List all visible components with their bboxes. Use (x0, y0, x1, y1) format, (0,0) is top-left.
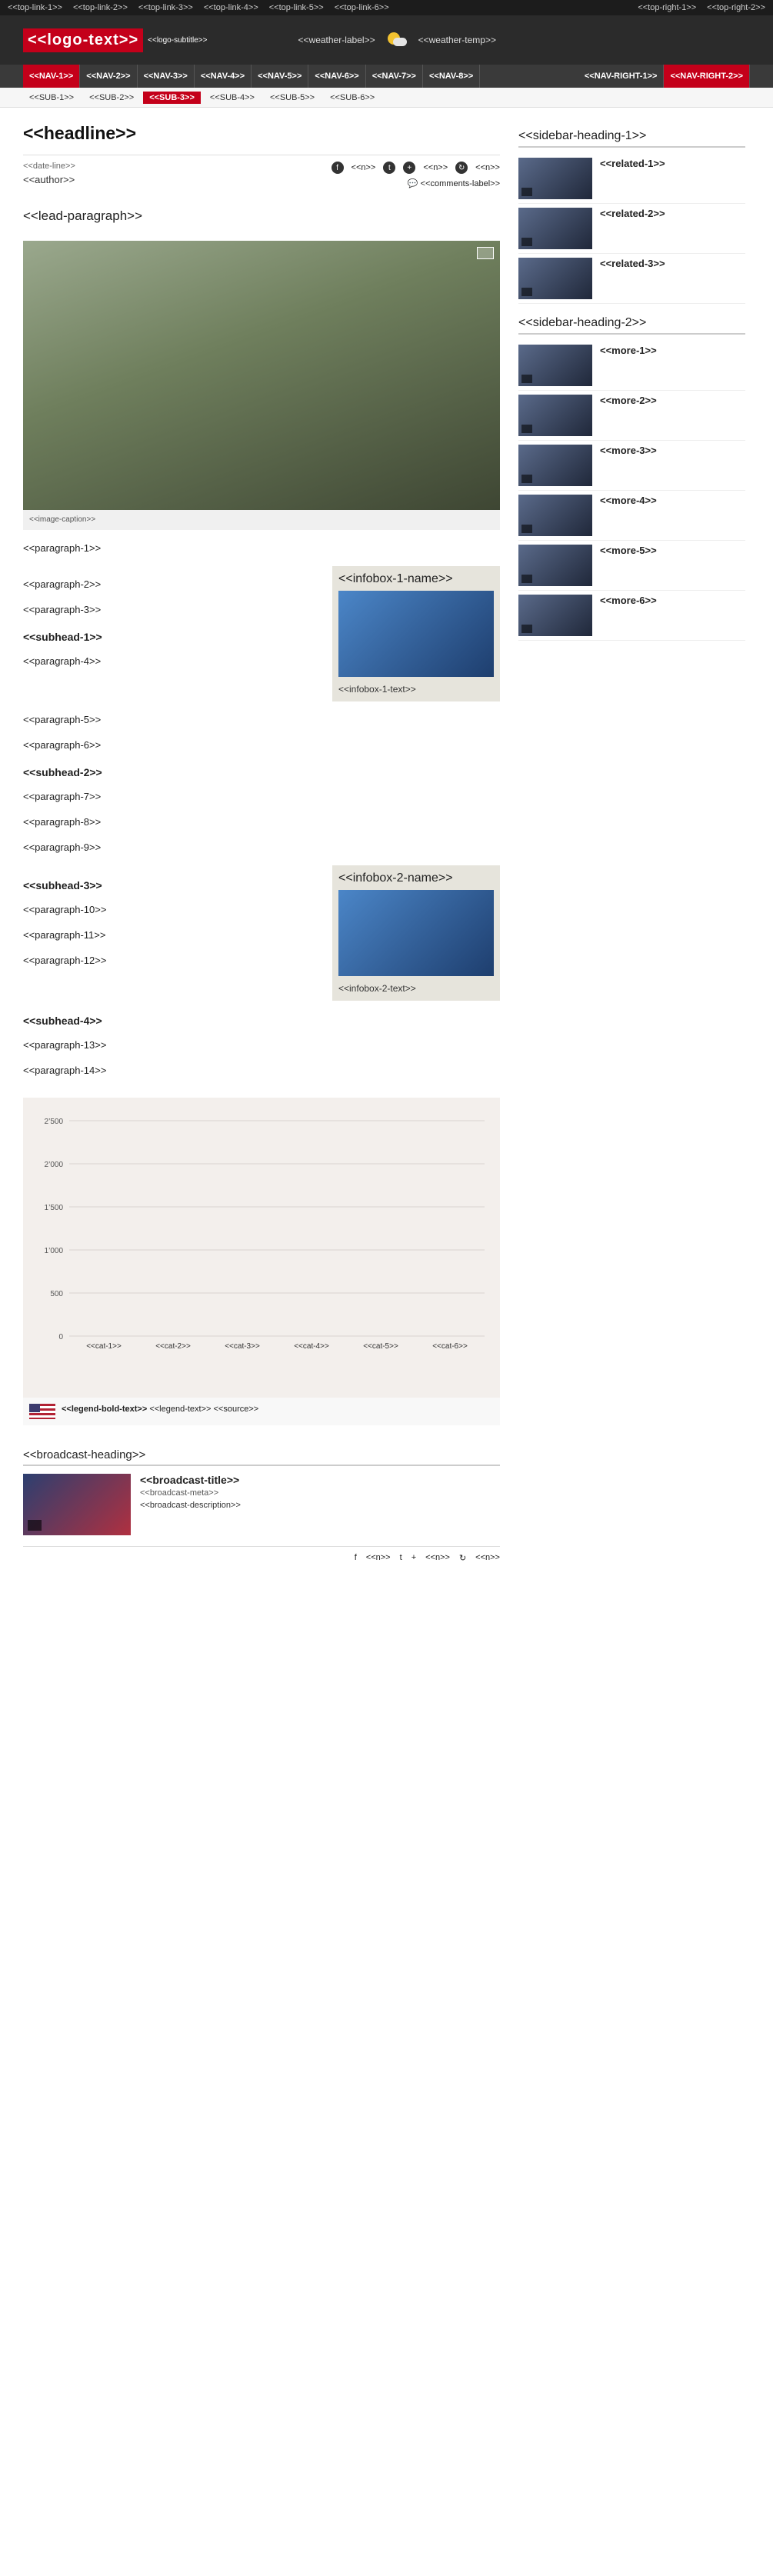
play-icon (521, 375, 532, 383)
utility-link[interactable]: <<top-link-3>> (138, 3, 193, 12)
article-paragraph: <<paragraph-8>> (23, 816, 102, 828)
broadcast-meta: <<broadcast-meta>> (140, 1488, 219, 1498)
infobox-portrait (338, 890, 494, 976)
share-count: <<n>> (475, 163, 500, 172)
sidebar (518, 108, 745, 1563)
y-tick-label: 2’000 (44, 1161, 63, 1169)
share-count: <<n>> (423, 163, 448, 172)
article-paragraph: <<paragraph-1>> (23, 542, 102, 554)
infobox-name: <<infobox-2-name>> (338, 871, 453, 885)
share-bar (332, 162, 500, 174)
utility-link[interactable]: <<top-link-5>> (268, 3, 324, 12)
nav-item[interactable]: <<NAV-5>> (252, 65, 308, 88)
x-tick-label: <<cat-5>> (363, 1342, 398, 1351)
broadcast-heading: <<broadcast-heading>> (23, 1448, 500, 1466)
play-icon (28, 1520, 42, 1531)
chart-legend (23, 1398, 500, 1425)
article-paragraph: <<paragraph-12>> (23, 955, 107, 966)
infobox-2 (332, 865, 500, 1001)
site-logo[interactable] (23, 28, 217, 52)
sidebar-item[interactable] (518, 204, 745, 254)
play-icon (521, 575, 532, 583)
y-tick-label: 1’500 (44, 1204, 63, 1212)
article-subhead: <<subhead-1>> (23, 631, 102, 643)
article-paragraph: <<paragraph-2>> (23, 578, 102, 590)
utility-link[interactable]: <<top-link-1>> (8, 3, 62, 12)
utility-link[interactable]: <<top-link-2>> (72, 3, 128, 12)
infobox-text: <<infobox-1-text>> (338, 684, 416, 695)
nav-item[interactable]: <<NAV-3>> (138, 65, 195, 88)
article-paragraph: <<paragraph-13>> (23, 1039, 107, 1051)
article-paragraph: <<paragraph-3>> (23, 604, 102, 615)
gallery-icon[interactable] (477, 247, 494, 259)
utility-link-right[interactable]: <<top-right-2>> (707, 3, 765, 12)
y-tick-label: 2’500 (44, 1118, 63, 1126)
play-icon (521, 625, 532, 633)
article (23, 108, 500, 1563)
article-paragraph: <<paragraph-11>> (23, 929, 106, 941)
article-date: <<date-line>> (23, 162, 75, 171)
main-nav (0, 65, 773, 88)
infobox-text: <<infobox-2-text>> (338, 983, 416, 994)
subnav-item[interactable]: <<SUB-4>> (209, 92, 255, 102)
sidebar-item-title: <<more-6>> (600, 595, 657, 606)
sidebar-item-title: <<more-4>> (600, 495, 657, 506)
x-tick-label: <<cat-6>> (432, 1342, 468, 1351)
article-paragraph: <<paragraph-10>> (23, 904, 107, 915)
utility-links (8, 3, 389, 12)
infobox-1 (332, 566, 500, 701)
play-icon (521, 525, 532, 533)
infobox-portrait (338, 591, 494, 677)
related-articles (518, 129, 745, 304)
sidebar-item-title: <<more-5>> (600, 545, 657, 556)
article-paragraph: <<paragraph-5>> (23, 714, 102, 725)
bar-chart (23, 1105, 500, 1398)
sidebar-thumbnail (518, 258, 592, 299)
sidebar-item[interactable] (518, 341, 745, 391)
weather-label: <<weather-label>> (298, 35, 375, 45)
page-content (0, 108, 773, 1563)
subnav-item[interactable]: <<SUB-6>> (330, 92, 375, 102)
share-count: <<n>> (351, 163, 376, 172)
article-paragraph: <<paragraph-14>> (23, 1065, 107, 1076)
utility-right (638, 3, 765, 12)
sidebar-thumbnail (518, 445, 592, 486)
article-title: <<headline>> (23, 123, 137, 143)
logo-subtitle: <<logo-subtitle>> (148, 35, 208, 45)
sidebar-item[interactable] (518, 254, 745, 304)
sidebar-heading: <<sidebar-heading-2>> (518, 316, 745, 335)
broadcast-section (23, 1448, 500, 1535)
sidebar-item-title: <<more-1>> (600, 345, 657, 356)
nav-item[interactable]: <<NAV-2>> (80, 65, 137, 88)
nav-item[interactable]: <<NAV-8>> (423, 65, 480, 88)
comments-link[interactable] (332, 178, 500, 188)
hero-caption: <<image-caption>> (23, 510, 500, 530)
y-tick-label: 1’000 (44, 1247, 63, 1255)
sidebar-thumbnail (518, 545, 592, 586)
article-subhead: <<subhead-4>> (23, 1015, 102, 1027)
sidebar-item[interactable] (518, 591, 745, 641)
sub-nav (0, 88, 773, 108)
split-block-1 (23, 566, 500, 701)
sidebar-item-title: <<related-3>> (600, 258, 665, 269)
sidebar-item-title: <<more-3>> (600, 445, 657, 456)
chart-legend-bold: <<legend-bold-text>> (62, 1405, 148, 1414)
sidebar-heading: <<sidebar-heading-1>> (518, 129, 745, 148)
x-tick-label: <<cat-1>> (86, 1342, 122, 1351)
article-paragraph: <<paragraph-7>> (23, 791, 102, 802)
broadcast-item[interactable] (23, 1474, 500, 1535)
share-icon[interactable]: + (411, 1553, 417, 1562)
split-block-2 (23, 865, 500, 1001)
sidebar-item-title: <<related-1>> (600, 158, 665, 169)
utility-bar (0, 0, 773, 15)
x-tick-label: <<cat-4>> (294, 1342, 329, 1351)
nav-item[interactable]: <<NAV-6>> (308, 65, 365, 88)
article-paragraph: <<paragraph-6>> (23, 739, 102, 751)
article-meta (23, 155, 500, 188)
x-tick-label: <<cat-2>> (155, 1342, 191, 1351)
more-articles (518, 316, 745, 641)
article-paragraph: <<paragraph-4>> (23, 655, 102, 667)
broadcast-title[interactable]: <<broadcast-title>> (140, 1474, 240, 1486)
y-tick-label: 500 (50, 1290, 63, 1298)
broadcast-thumbnail[interactable] (23, 1474, 131, 1535)
subnav-item[interactable]: <<SUB-1>> (29, 92, 75, 102)
utility-link[interactable]: <<top-link-6>> (334, 3, 389, 12)
share-count: <<n>> (425, 1553, 450, 1562)
sidebar-item[interactable] (518, 491, 745, 541)
reshare-icon[interactable]: ↻ (455, 162, 468, 174)
article-subhead: <<subhead-2>> (23, 766, 102, 778)
sidebar-item[interactable] (518, 441, 745, 491)
nav-item[interactable]: <<NAV-7>> (366, 65, 423, 88)
play-icon (521, 475, 532, 483)
utility-link-right[interactable]: <<top-right-1>> (638, 3, 697, 12)
footer-share-bar (23, 1546, 500, 1563)
play-icon (521, 288, 532, 296)
nav-item[interactable]: <<NAV-1>> (23, 65, 80, 88)
site-header (0, 15, 773, 65)
article-subhead: <<subhead-3>> (23, 879, 102, 891)
share-count: <<n>> (475, 1553, 500, 1562)
weather-widget[interactable] (298, 32, 496, 48)
sidebar-thumbnail (518, 345, 592, 386)
sidebar-thumbnail (518, 158, 592, 199)
subnav-item[interactable]: <<SUB-2>> (89, 92, 135, 102)
results-chart (23, 1098, 500, 1425)
nav-tv-radio[interactable]: <<NAV-RIGHT-2>> (664, 65, 750, 88)
x-tick-label: <<cat-3>> (225, 1342, 260, 1351)
hero-image[interactable] (23, 241, 500, 510)
share-icon[interactable]: + (403, 162, 415, 174)
play-icon (521, 425, 532, 433)
twitter-icon[interactable]: t (383, 162, 395, 174)
reshare-icon[interactable]: ↻ (458, 1554, 467, 1563)
article-lead: <<lead-paragraph>> (23, 208, 143, 223)
chart-legend-text: <<legend-text>> (149, 1405, 212, 1414)
sidebar-thumbnail (518, 208, 592, 249)
comment-icon: 💬 (407, 179, 418, 188)
weather-temp: <<weather-temp>> (418, 35, 496, 45)
sidebar-item[interactable] (518, 391, 745, 441)
us-flag-icon (29, 1404, 55, 1419)
infobox-name: <<infobox-1-name>> (338, 572, 453, 585)
twitter-icon[interactable]: t (399, 1553, 402, 1562)
sidebar-item[interactable] (518, 154, 745, 204)
share-count: <<n>> (365, 1553, 391, 1562)
utility-link[interactable]: <<top-link-4>> (203, 3, 258, 12)
sidebar-item-title: <<more-2>> (600, 395, 657, 406)
sidebar-thumbnail (518, 495, 592, 536)
nav-spacer (480, 65, 578, 88)
y-tick-label: 0 (58, 1333, 63, 1341)
facebook-icon[interactable]: f (354, 1553, 357, 1562)
subnav-item[interactable]: <<SUB-5>> (269, 92, 315, 102)
play-icon (521, 238, 532, 246)
sidebar-item-title: <<related-2>> (600, 208, 665, 219)
sidebar-thumbnail (518, 395, 592, 436)
article-author[interactable]: <<author>> (23, 174, 75, 185)
nav-item-right[interactable]: <<NAV-RIGHT-1>> (578, 65, 665, 88)
subnav-item-active[interactable]: <<SUB-3>> (143, 92, 201, 104)
logo-mark: <<logo-text>> (23, 28, 143, 52)
sidebar-item[interactable] (518, 541, 745, 591)
play-icon (521, 188, 532, 196)
broadcast-description: <<broadcast-description>> (140, 1501, 241, 1510)
facebook-icon[interactable]: f (332, 162, 344, 174)
nav-item[interactable]: <<NAV-4>> (195, 65, 252, 88)
chart-source: <<source>> (213, 1405, 259, 1414)
sidebar-thumbnail (518, 595, 592, 636)
comments-label: <<comments-label>> (420, 179, 500, 188)
article-paragraph: <<paragraph-9>> (23, 841, 102, 853)
partly-cloudy-icon (386, 32, 408, 48)
